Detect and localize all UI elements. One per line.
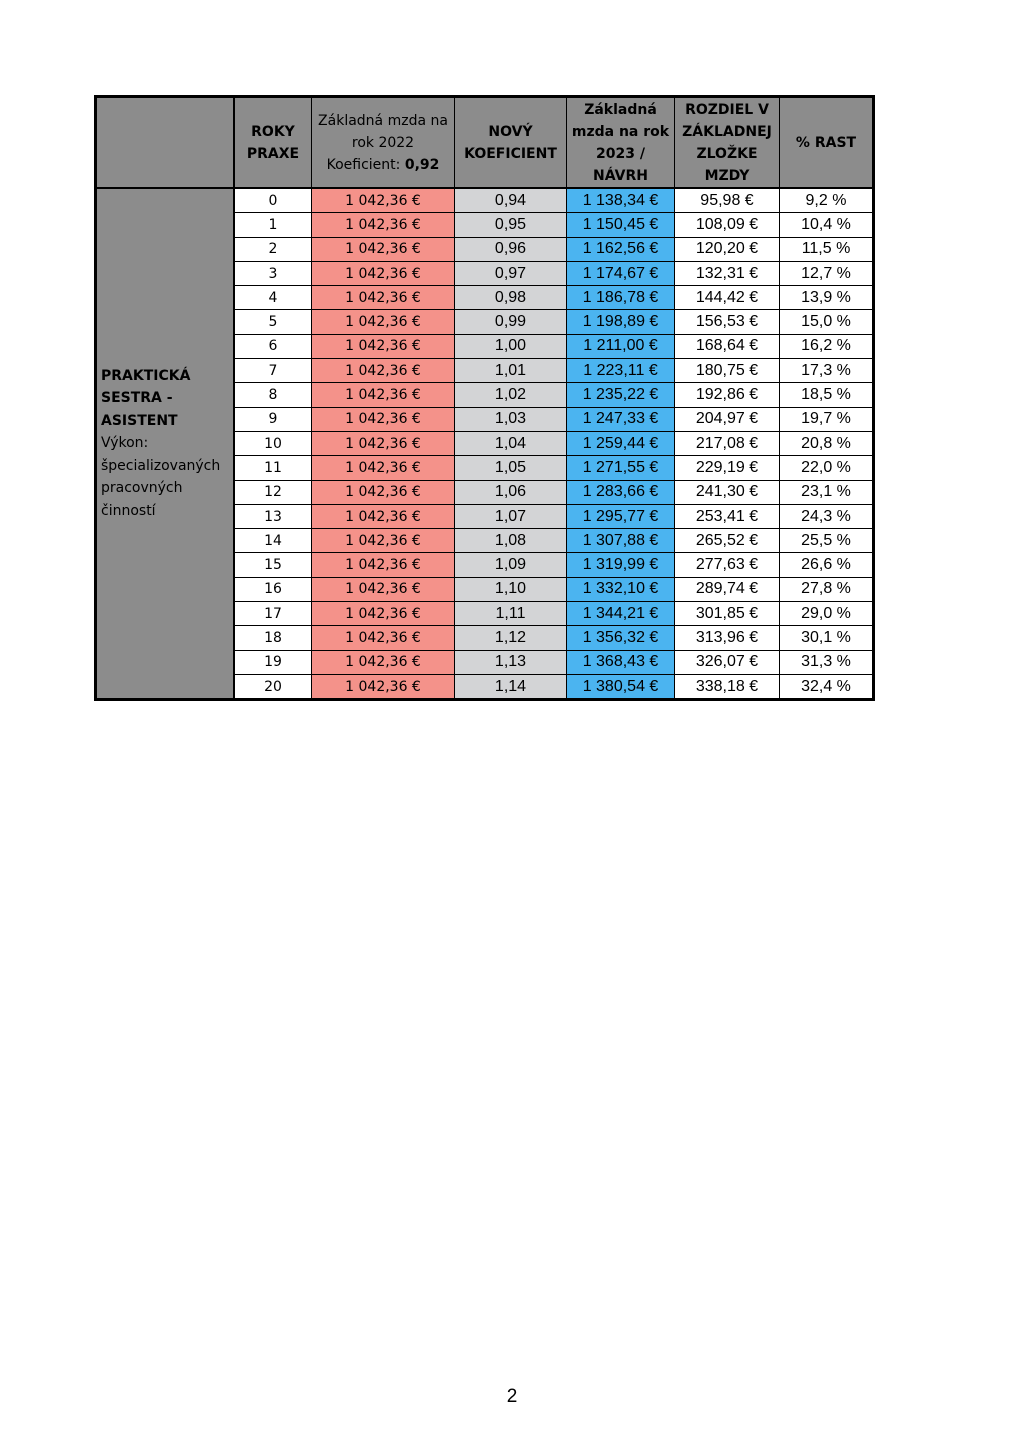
page-number: 2 bbox=[506, 1386, 518, 1407]
new-salary-cell: 1 368,43 € bbox=[567, 650, 675, 674]
coefficient-cell: 1,04 bbox=[455, 431, 567, 455]
base-salary-cell: 1 042,36 € bbox=[312, 602, 455, 626]
header-diff-line: MZDY bbox=[704, 167, 750, 184]
growth-percent-cell: 29,0 % bbox=[780, 602, 874, 626]
coefficient-cell: 0,95 bbox=[455, 213, 567, 237]
years-cell: 11 bbox=[234, 456, 312, 480]
coefficient-cell: 1,03 bbox=[455, 407, 567, 431]
years-cell: 1 bbox=[234, 213, 312, 237]
difference-cell: 192,86 € bbox=[675, 383, 780, 407]
growth-percent-cell: 16,2 % bbox=[780, 334, 874, 358]
new-salary-cell: 1 283,66 € bbox=[567, 480, 675, 504]
base-salary-cell: 1 042,36 € bbox=[312, 577, 455, 601]
growth-percent-cell: 11,5 % bbox=[780, 237, 874, 261]
table-header bbox=[96, 97, 874, 189]
base-salary-cell: 1 042,36 € bbox=[312, 553, 455, 577]
base-salary-cell: 1 042,36 € bbox=[312, 213, 455, 237]
growth-percent-cell: 15,0 % bbox=[780, 310, 874, 334]
base-salary-cell: 1 042,36 € bbox=[312, 310, 455, 334]
new-salary-cell: 1 271,55 € bbox=[567, 456, 675, 480]
difference-cell: 338,18 € bbox=[675, 674, 780, 699]
difference-cell: 120,20 € bbox=[675, 237, 780, 261]
coefficient-cell: 1,09 bbox=[455, 553, 567, 577]
base-salary-cell: 1 042,36 € bbox=[312, 383, 455, 407]
header-new-coefficient bbox=[455, 97, 567, 189]
coefficient-cell: 0,97 bbox=[455, 261, 567, 285]
header-category bbox=[96, 97, 235, 189]
new-salary-cell: 1 307,88 € bbox=[567, 529, 675, 553]
growth-percent-cell: 32,4 % bbox=[780, 674, 874, 699]
base-salary-cell: 1 042,36 € bbox=[312, 286, 455, 310]
coefficient-cell: 1,10 bbox=[455, 577, 567, 601]
growth-percent-cell: 9,2 % bbox=[780, 188, 874, 213]
difference-cell: 253,41 € bbox=[675, 504, 780, 528]
years-cell: 4 bbox=[234, 286, 312, 310]
base-salary-cell: 1 042,36 € bbox=[312, 480, 455, 504]
table-body bbox=[96, 188, 874, 700]
new-salary-cell: 1 162,56 € bbox=[567, 237, 675, 261]
difference-cell: 95,98 € bbox=[675, 188, 780, 213]
header-diff-line: ROZDIEL V bbox=[685, 101, 769, 118]
years-cell: 19 bbox=[234, 650, 312, 674]
difference-cell: 217,08 € bbox=[675, 431, 780, 455]
coefficient-cell: 1,05 bbox=[455, 456, 567, 480]
growth-percent-cell: 20,8 % bbox=[780, 431, 874, 455]
header-years-line: PRAXE bbox=[246, 145, 300, 162]
years-cell: 12 bbox=[234, 480, 312, 504]
coefficient-cell: 0,99 bbox=[455, 310, 567, 334]
difference-cell: 289,74 € bbox=[675, 577, 780, 601]
years-cell: 6 bbox=[234, 334, 312, 358]
years-cell: 0 bbox=[234, 188, 312, 213]
new-salary-cell: 1 380,54 € bbox=[567, 674, 675, 699]
difference-cell: 204,97 € bbox=[675, 407, 780, 431]
years-cell: 20 bbox=[234, 674, 312, 699]
header-difference bbox=[675, 97, 780, 189]
growth-percent-cell: 25,5 % bbox=[780, 529, 874, 553]
coefficient-cell: 1,14 bbox=[455, 674, 567, 699]
years-cell: 2 bbox=[234, 237, 312, 261]
category-title-line: PRAKTICKÁ bbox=[101, 367, 191, 384]
header-new-line: Základná bbox=[584, 101, 657, 118]
header-years-line: ROKY bbox=[251, 123, 295, 140]
header-diff-line: ZLOŽKE bbox=[696, 145, 758, 162]
growth-percent-cell: 30,1 % bbox=[780, 626, 874, 650]
base-salary-cell: 1 042,36 € bbox=[312, 237, 455, 261]
category-cell bbox=[96, 188, 235, 700]
table-row bbox=[96, 188, 874, 213]
difference-cell: 313,96 € bbox=[675, 626, 780, 650]
difference-cell: 144,42 € bbox=[675, 286, 780, 310]
new-salary-cell: 1 319,99 € bbox=[567, 553, 675, 577]
growth-percent-cell: 27,8 % bbox=[780, 577, 874, 601]
years-cell: 13 bbox=[234, 504, 312, 528]
category-description-line: Výkon: bbox=[101, 435, 149, 452]
years-cell: 15 bbox=[234, 553, 312, 577]
years-cell: 18 bbox=[234, 626, 312, 650]
years-cell: 7 bbox=[234, 359, 312, 383]
growth-percent-cell: 17,3 % bbox=[780, 359, 874, 383]
difference-cell: 108,09 € bbox=[675, 213, 780, 237]
base-salary-cell: 1 042,36 € bbox=[312, 674, 455, 699]
header-base-coef-value: 0,92 bbox=[404, 156, 440, 173]
new-salary-cell: 1 295,77 € bbox=[567, 504, 675, 528]
header-new-line: mzda na rok bbox=[571, 123, 670, 140]
category-description-line: pracovných bbox=[101, 480, 183, 497]
coefficient-cell: 1,11 bbox=[455, 602, 567, 626]
years-cell: 17 bbox=[234, 602, 312, 626]
coefficient-cell: 1,01 bbox=[455, 359, 567, 383]
difference-cell: 156,53 € bbox=[675, 310, 780, 334]
growth-percent-cell: 10,4 % bbox=[780, 213, 874, 237]
difference-cell: 168,64 € bbox=[675, 334, 780, 358]
growth-percent-cell: 23,1 % bbox=[780, 480, 874, 504]
years-cell: 10 bbox=[234, 431, 312, 455]
base-salary-cell: 1 042,36 € bbox=[312, 529, 455, 553]
coefficient-cell: 1,06 bbox=[455, 480, 567, 504]
new-salary-cell: 1 356,32 € bbox=[567, 626, 675, 650]
category-description-line: špecializovaných bbox=[101, 457, 221, 474]
new-salary-cell: 1 174,67 € bbox=[567, 261, 675, 285]
new-salary-cell: 1 150,45 € bbox=[567, 213, 675, 237]
coefficient-cell: 1,13 bbox=[455, 650, 567, 674]
category-title-line: SESTRA - bbox=[101, 390, 173, 407]
base-salary-cell: 1 042,36 € bbox=[312, 431, 455, 455]
growth-percent-cell: 31,3 % bbox=[780, 650, 874, 674]
difference-cell: 277,63 € bbox=[675, 553, 780, 577]
coefficient-cell: 0,96 bbox=[455, 237, 567, 261]
salary-table bbox=[94, 95, 875, 701]
coefficient-cell: 1,08 bbox=[455, 529, 567, 553]
category-title-line: ASISTENT bbox=[101, 412, 178, 429]
difference-cell: 132,31 € bbox=[675, 261, 780, 285]
base-salary-cell: 1 042,36 € bbox=[312, 626, 455, 650]
header-base-coef-label: Koeficient: bbox=[326, 156, 405, 173]
years-cell: 16 bbox=[234, 577, 312, 601]
new-salary-cell: 1 223,11 € bbox=[567, 359, 675, 383]
header-base-salary bbox=[312, 97, 455, 189]
base-salary-cell: 1 042,36 € bbox=[312, 407, 455, 431]
base-salary-cell: 1 042,36 € bbox=[312, 650, 455, 674]
difference-cell: 180,75 € bbox=[675, 359, 780, 383]
coefficient-cell: 0,98 bbox=[455, 286, 567, 310]
years-cell: 9 bbox=[234, 407, 312, 431]
difference-cell: 301,85 € bbox=[675, 602, 780, 626]
header-base-coef-line bbox=[312, 154, 454, 176]
years-cell: 8 bbox=[234, 383, 312, 407]
coefficient-cell: 1,02 bbox=[455, 383, 567, 407]
growth-percent-cell: 18,5 % bbox=[780, 383, 874, 407]
coefficient-cell: 0,94 bbox=[455, 188, 567, 213]
growth-percent-cell: 12,7 % bbox=[780, 261, 874, 285]
coefficient-cell: 1,07 bbox=[455, 504, 567, 528]
base-salary-cell: 1 042,36 € bbox=[312, 359, 455, 383]
new-salary-cell: 1 247,33 € bbox=[567, 407, 675, 431]
header-base-line: rok 2022 bbox=[351, 134, 415, 151]
header-new-line: 2023 / bbox=[596, 145, 645, 162]
growth-percent-cell: 13,9 % bbox=[780, 286, 874, 310]
years-cell: 14 bbox=[234, 529, 312, 553]
growth-percent-cell: 22,0 % bbox=[780, 456, 874, 480]
header-base-line: Základná mzda na bbox=[318, 112, 448, 129]
header-diff-line: ZÁKLADNEJ bbox=[682, 123, 772, 140]
years-cell: 3 bbox=[234, 261, 312, 285]
new-salary-cell: 1 235,22 € bbox=[567, 383, 675, 407]
header-years bbox=[234, 97, 312, 189]
base-salary-cell: 1 042,36 € bbox=[312, 188, 455, 213]
coefficient-cell: 1,00 bbox=[455, 334, 567, 358]
difference-cell: 229,19 € bbox=[675, 456, 780, 480]
growth-percent-cell: 24,3 % bbox=[780, 504, 874, 528]
base-salary-cell: 1 042,36 € bbox=[312, 504, 455, 528]
new-salary-cell: 1 138,34 € bbox=[567, 188, 675, 213]
category-description-line: činností bbox=[101, 502, 156, 519]
header-coef-line: KOEFICIENT bbox=[464, 145, 557, 162]
years-cell: 5 bbox=[234, 310, 312, 334]
header-new-line: NÁVRH bbox=[593, 167, 648, 184]
base-salary-cell: 1 042,36 € bbox=[312, 261, 455, 285]
base-salary-cell: 1 042,36 € bbox=[312, 334, 455, 358]
new-salary-cell: 1 186,78 € bbox=[567, 286, 675, 310]
header-growth-percent: % RAST bbox=[780, 97, 874, 189]
new-salary-cell: 1 198,89 € bbox=[567, 310, 675, 334]
header-new-salary bbox=[567, 97, 675, 189]
coefficient-cell: 1,12 bbox=[455, 626, 567, 650]
new-salary-cell: 1 259,44 € bbox=[567, 431, 675, 455]
new-salary-cell: 1 211,00 € bbox=[567, 334, 675, 358]
base-salary-cell: 1 042,36 € bbox=[312, 456, 455, 480]
difference-cell: 326,07 € bbox=[675, 650, 780, 674]
new-salary-cell: 1 332,10 € bbox=[567, 577, 675, 601]
difference-cell: 265,52 € bbox=[675, 529, 780, 553]
growth-percent-cell: 26,6 % bbox=[780, 553, 874, 577]
new-salary-cell: 1 344,21 € bbox=[567, 602, 675, 626]
difference-cell: 241,30 € bbox=[675, 480, 780, 504]
header-row bbox=[96, 97, 874, 189]
growth-percent-cell: 19,7 % bbox=[780, 407, 874, 431]
header-coef-line: NOVÝ bbox=[488, 123, 533, 140]
